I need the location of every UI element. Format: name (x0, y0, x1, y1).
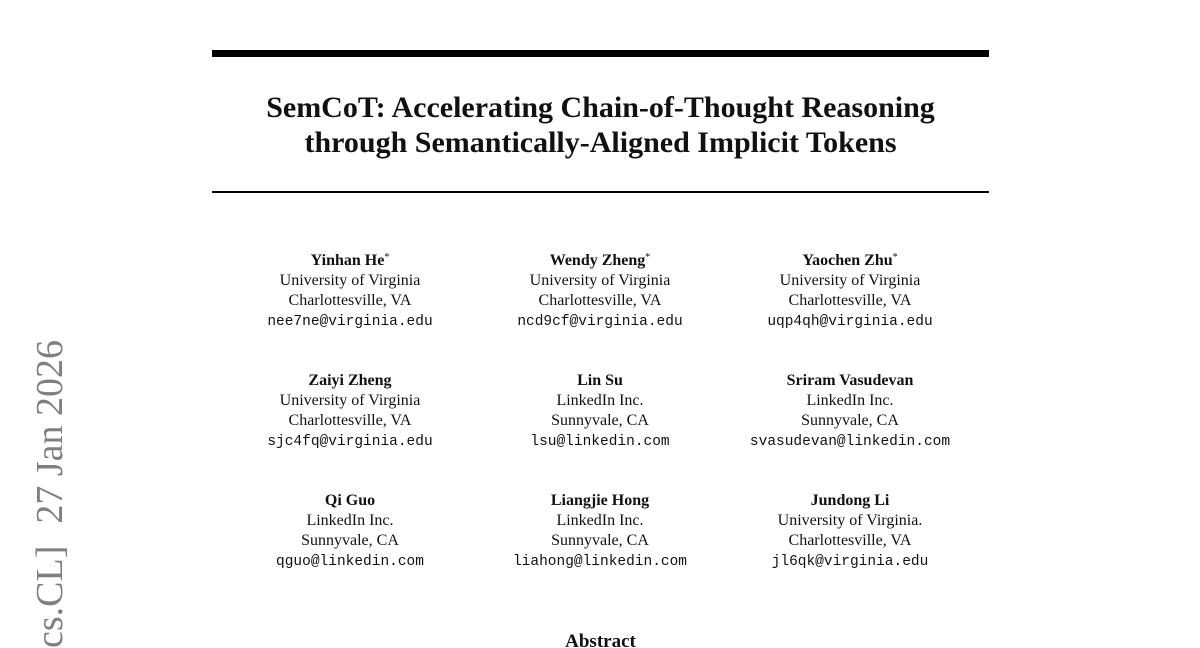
equal-contribution-mark: * (645, 252, 651, 263)
abstract-heading: Abstract (565, 631, 636, 648)
author-affiliation: University of Virginia (279, 272, 421, 289)
author-block (220, 248, 480, 333)
author-affiliation: University of Virginia. (777, 512, 923, 529)
author-block (720, 488, 980, 573)
author-email: sjc4fq@virginia.edu (267, 434, 433, 450)
arxiv-category: cs.CL] (29, 545, 71, 648)
author-name: Yaochen Zhu* (802, 252, 898, 269)
author-block (720, 248, 980, 333)
author-email: nee7ne@virginia.edu (267, 314, 433, 330)
author-location: Sunnyvale, CA (551, 412, 649, 429)
author-name: Sriram Vasudevan (786, 372, 914, 389)
author-location: Sunnyvale, CA (801, 412, 899, 429)
author-affiliation: University of Virginia (779, 272, 921, 289)
author-email: jl6qk@virginia.edu (771, 554, 929, 570)
author-email: qguo@linkedin.com (276, 554, 424, 570)
author-location: Charlottesville, VA (538, 292, 662, 309)
author-location: Charlottesville, VA (288, 412, 412, 429)
author-affiliation: LinkedIn Inc. (556, 512, 644, 529)
author-name: Yinhan He* (310, 252, 390, 269)
author-affiliation: University of Virginia (529, 272, 671, 289)
author-email: lsu@linkedin.com (530, 434, 670, 450)
author-location: Charlottesville, VA (788, 292, 912, 309)
equal-contribution-mark: * (892, 252, 898, 263)
author-block (450, 488, 750, 573)
author-name: Liangjie Hong (550, 492, 650, 509)
arxiv-date: 27 Jan 2026 (29, 339, 71, 524)
paper-title-line-1: SemCoT: Accelerating Chain-of-Thought Reasoning (266, 91, 935, 124)
author-location: Sunnyvale, CA (551, 532, 649, 549)
author-affiliation: LinkedIn Inc. (806, 392, 894, 409)
author-affiliation: University of Virginia (279, 392, 421, 409)
arxiv-stamp (28, 340, 72, 648)
author-name: Zaiyi Zheng (308, 372, 392, 389)
author-affiliation: LinkedIn Inc. (306, 512, 394, 529)
author-block (220, 488, 480, 573)
author-name: Wendy Zheng* (549, 252, 651, 269)
author-block (470, 248, 730, 333)
author-location: Charlottesville, VA (788, 532, 912, 549)
author-location: Sunnyvale, CA (301, 532, 399, 549)
author-email: uqp4qh@virginia.edu (767, 314, 933, 330)
author-name: Lin Su (577, 372, 623, 389)
paper-title (212, 90, 989, 160)
author-affiliation: LinkedIn Inc. (556, 392, 644, 409)
author-name: Jundong Li (810, 492, 890, 509)
author-block (220, 368, 480, 453)
author-location: Charlottesville, VA (288, 292, 412, 309)
equal-contribution-mark: * (384, 252, 390, 263)
author-name: Qi Guo (324, 492, 376, 509)
title-top-rule (212, 50, 989, 57)
author-block (705, 368, 995, 453)
author-email: svasudevan@linkedin.com (749, 434, 951, 450)
title-bottom-rule (212, 191, 989, 193)
author-email: liahong@linkedin.com (512, 554, 688, 570)
paper-title-line-2: through Semantically-Aligned Implicit Tokens (304, 126, 897, 159)
author-email: ncd9cf@virginia.edu (517, 314, 683, 330)
